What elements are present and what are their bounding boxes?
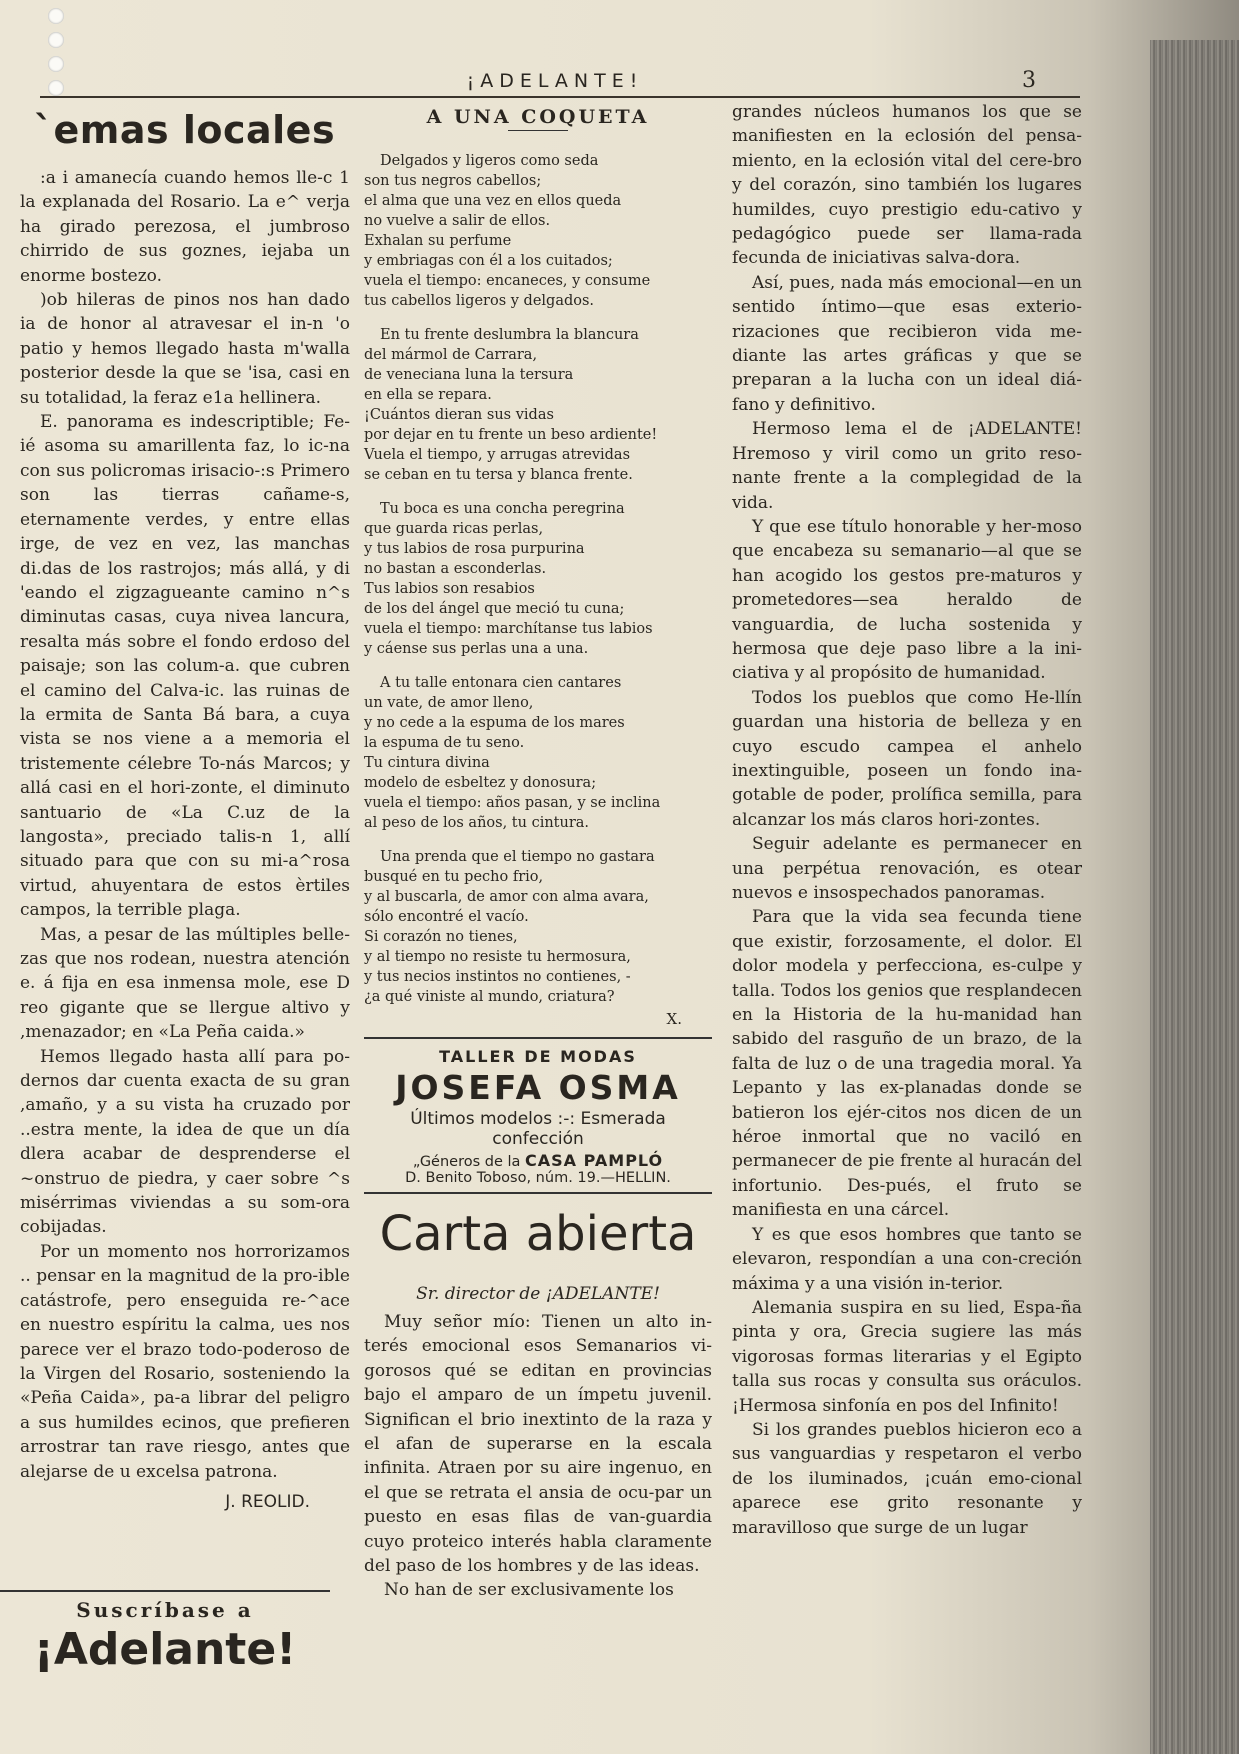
poem-line: Vuela el tiempo, y arrugas atrevidas: [364, 447, 631, 463]
poem-signature: X.: [666, 1010, 682, 1028]
poem-line: En tu frente deslumbra la blancura: [380, 327, 639, 343]
page-stack-edge: [1150, 40, 1239, 1754]
ad-address: D. Benito Toboso, núm. 19.—HELLIN.: [405, 1170, 671, 1186]
paragraph: :a i amanecía cuando hemos lle-c 1 la explanada del Rosario. La e^ verja ha girado perezosa, el jumbroso chirrido de sus goznes, iejaba un enorme bostezo.: [20, 168, 350, 286]
poem-line: de veneciana luna la tersura: [364, 367, 574, 383]
poem-line: del mármol de Carrara,: [364, 347, 538, 363]
subscribe-newspaper-name: ¡Adelante!: [33, 1624, 297, 1675]
ad-supplier-prefix: „Géneros de la: [412, 1154, 521, 1170]
poem-line: Exhalan su perfume: [364, 233, 512, 249]
article-title-carta-abierta: Carta abierta: [379, 1206, 697, 1262]
paragraph: Por un momento nos horrorizamos .. pensar en la magnitud de la pro-ible catástrofe, pero enseguida re-^ace en nuestro espíritu la calma, ues nos parece ver el brazo todo-poderoso de la Virgen del Rosario, sosteniendo la «Peña Caida», pa-a librar del peligro a sus humildes ecinos, que prefieren arrostrar tan rave riesgo, antes que alejarse de u excelsa patrona.: [20, 1241, 350, 1482]
subscribe-line: Suscríbase a: [76, 1598, 254, 1622]
poem-line: que guarda ricas perlas,: [364, 521, 544, 537]
poem-line: vuela el tiempo: años pasan, y se inclina: [364, 795, 661, 811]
poem-line: y cáense sus perlas una a una.: [364, 641, 589, 657]
poem-stanza: [364, 499, 712, 659]
ad-business-name: JOSEFA OSMA: [395, 1068, 681, 1107]
subscribe-box: [0, 1590, 330, 1675]
paragraph: grandes núcleos humanos los que se manifiesten en la eclosión del pensa-miento, en la eclosión vital del cere-bro y del corazón, sino también los lugares humildes, cuyo prestigio edu-cativo y pedagógico puede ser llama-rada fecunda de iniciativas salva-dora.: [732, 102, 1082, 269]
article-body-temas-locales: [20, 166, 350, 1484]
paragraph: )ob hileras de pinos nos han dado ia de honor al atravesar el in-n 'o patio y hemos llegado hasta m'walla posterior desde la que se 'isa, casi en su totalidad, la feraz e1a hellinera.: [20, 290, 350, 408]
paragraph: No han de ser exclusivamente los: [384, 1580, 674, 1601]
ad-supplier-name: CASA PAMPLÓ: [525, 1151, 664, 1170]
poem-line: son tus negros cabellos;: [364, 173, 542, 189]
poem-line: y embriagas con él a los cuitados;: [364, 253, 613, 269]
header-rule: [40, 96, 1080, 98]
poem-line: Delgados y ligeros como seda: [380, 153, 599, 169]
paragraph: Todos los pueblos que como He-llín guardan una historia de belleza y en cuyo escudo campea el anhelo inextinguible, poseen un fondo ina-gotable de poder, prolífica semilla, para alcanzar los más claros hori-zontes.: [732, 687, 1082, 830]
poem-line: y tus labios de rosa purpurina: [364, 541, 585, 557]
poem-line: Si corazón no tienes,: [364, 929, 518, 945]
poem-line: busqué en tu pecho frio,: [364, 869, 544, 885]
poem-line: vuela el tiempo: marchítanse tus labios: [364, 621, 653, 637]
ad-heading: TALLER DE MODAS: [439, 1047, 637, 1066]
paragraph: Seguir adelante es permanecer en una perpétua renovación, es otear nuevos e insospechados panoramas.: [732, 834, 1082, 903]
article-signature: J. REOLID.: [225, 1491, 310, 1512]
article-body-carta-abierta: [364, 1310, 712, 1603]
poem-body: [364, 151, 712, 1029]
paragraph: Si los grandes pueblos hicieron eco a sus vanguardias y respetaron el verbo de los iluminados, ¡cuán emo-cional aparece ese grito resonante y maravilloso que surge de un lugar: [732, 1419, 1082, 1538]
poem-line: y tus necios instintos no contienes, -: [364, 969, 631, 985]
paragraph: Alemania suspira en su lied, Espa-ña pinta y ora, Grecia sugiere las más vigorosas formas literarias y el Egipto talla sus rocas y consulta sus oráculos. ¡Hermosa sinfonía en pos del Infinito!: [732, 1297, 1082, 1416]
poem-line: un vate, de amor lleno,: [364, 695, 534, 711]
poem-stanza: [364, 673, 712, 833]
paragraph: Mas, a pesar de las múltiples belle-zas que nos rodean, nuestra atención e. á fija en esa inmensa mole, ese D reo gigante que se llergue altivo y ,menazador; en «La Peña caida.»: [20, 924, 350, 1043]
poem-line: Tu cintura divina: [364, 755, 490, 771]
poem-title-rule: [508, 130, 568, 131]
poem-line: ¿a qué viniste al mundo, criatura?: [364, 989, 615, 1005]
middle-column: [364, 100, 712, 1603]
poem-stanza: [364, 847, 712, 1007]
paragraph: Y es que esos hombres que tanto se elevaron, respondían a una con-creción máxima y a una visión in-terior.: [732, 1224, 1082, 1294]
poem-line: y no cede a la espuma de los mares: [364, 715, 625, 731]
paragraph: Hermoso lema el de ¡ADELANTE! Hremoso y viril como un grito reso-nante frente a la complegidad de la vida.: [732, 419, 1082, 513]
article-body-continued: [732, 100, 1082, 1540]
paragraph: Así, pues, nada más emocional—en un sentido íntimo—que esas exterio-rizaciones que recibieron vida me-diante las artes gráficas y que se preparan a la lucha con un ideal diá-fano y definitivo.: [732, 272, 1082, 415]
poem-line: A tu talle entonara cien cantares: [380, 675, 622, 691]
poem-line: Una prenda que el tiempo no gastara: [380, 849, 655, 865]
ad-tagline: Últimos modelos :-: Esmerada confección: [410, 1109, 666, 1149]
poem-line: no vuelve a salir de ellos.: [364, 213, 551, 229]
ad-supplier: [364, 1151, 712, 1170]
page-number: 3: [1022, 68, 1036, 93]
poem-line: Tu boca es una concha peregrina: [380, 501, 625, 517]
poem-line: vuela el tiempo: encaneces, y consume: [364, 273, 651, 289]
paragraph: Hemos llegado hasta allí para po-dernos dar cuenta exacta de su gran ,amaño, y a su vista ha cruzado por ..estra mente, la idea de que un día dlera acabar de desprenderse el ~onstruo de piedra, y caer sobre ^s misérrimas viviendas a su som-ora cobijadas.: [20, 1046, 350, 1238]
masthead: ¡ADELANTE!: [466, 70, 644, 92]
poem-line: sólo encontré el vacío.: [364, 909, 529, 925]
right-column: [732, 100, 1082, 1540]
poem-line: y al buscarla, de amor con alma avara,: [364, 889, 649, 905]
poem-line: de los del ángel que meció tu cuna;: [364, 601, 625, 617]
poem-line: tus cabellos ligeros y delgados.: [364, 293, 595, 309]
poem-line: el alma que una vez en ellos queda: [364, 193, 622, 209]
poem-line: en ella se repara.: [364, 387, 492, 403]
left-column: [20, 100, 350, 1512]
poem-line: y al tiempo no resiste tu hermosura,: [364, 949, 631, 965]
poem-line: modelo de esbeltez y donosura;: [364, 775, 597, 791]
paragraph: E. panorama es indescriptible; Fe-ié asoma su amarillenta faz, lo ic-na con sus policromas irisacio-:s Primero son las tierras cañame-s, eternamente verdes, y entre ellas irge, de vez en vez, las manchas di.das de los rastrojos; más allá, y di 'eando el zigzagueante camino n^s diminutas casas, cuya nivea lancura, resalta más sobre el fondo erdoso del paisaje; son las colum-a. que cubren el camino del Calva-ic. las ruinas de la ermita de Santa Bá bara, a cuya vista se nos viene a a memoria el tristemente célebre To-nás Marcos; y allá casi en el hori-zonte, el diminuto santuario de «La C.uz de la langosta», preciado talis-n 1, allí situado para que con su mi-a^rosa virtud, ahuyentara de estos èrtiles campos, la terrible plaga.: [20, 412, 350, 921]
poem-line: no bastan a esconderlas.: [364, 561, 547, 577]
poem-line: ¡Cuántos dieran sus vidas: [364, 407, 554, 423]
poem-line: la espuma de tu seno.: [364, 735, 525, 751]
article-title-temas-locales: `emas locales: [34, 108, 336, 152]
poem-line: se ceban en tu tersa y blanca frente.: [364, 467, 633, 483]
poem-line: por dejar en tu frente un beso ardiente!: [364, 427, 658, 443]
binding-holes: [48, 8, 64, 104]
advertisement-josefa-osma: [364, 1037, 712, 1194]
paragraph: Y que ese título honorable y her-moso que encabeza su semanario—al que se han acogido los gestos pre-maturos y prometedores—sea heraldo de vanguardia, de lucha sostenida y hermosa que deje paso libre a la ini-ciativa y al propósito de humanidad.: [732, 516, 1082, 684]
poem-line: al peso de los años, tu cintura.: [364, 815, 590, 831]
poem-stanza: [364, 325, 712, 485]
letter-salutation: Sr. director de ¡ADELANTE!: [416, 1284, 660, 1304]
poem-title: A UNA COQUETA: [426, 106, 650, 128]
paragraph: Para que la vida sea fecunda tiene que existir, forzosamente, el dolor. El dolor modela y perfecciona, es-culpe y talla. Todos los genios que resplandecen en la Historia de la hu-manidad han sabido del rasguño de un brazo, de la falta de luz o de una tragedia moral. Ya Lepanto y las ex-planadas donde se batieron los ejér-citos nos dicen de un héroe inmortal que no vaciló en permanecer de pie frente al huracán del infortunio. Des-pués, el fruto se manifiesta en una cárcel.: [732, 907, 1082, 1221]
paragraph: Muy señor mío: Tienen un alto in-terés emocional esos Semanarios vi-gorosos qué se editan en provincias bajo el amparo de un ímpetu juvenil. Significan el brio inextinto de la raza y el afan de superarse en la escala infinita. Atraen por su aire ingenuo, en el que se retrata el ansia de ocu-par un puesto en esas filas de van-guardia cuyo proteico interés habla claramente del paso de los hombres y de las ideas.: [364, 1312, 712, 1577]
poem-stanza: [364, 151, 712, 311]
poem-line: Tus labios son resabios: [364, 581, 535, 597]
